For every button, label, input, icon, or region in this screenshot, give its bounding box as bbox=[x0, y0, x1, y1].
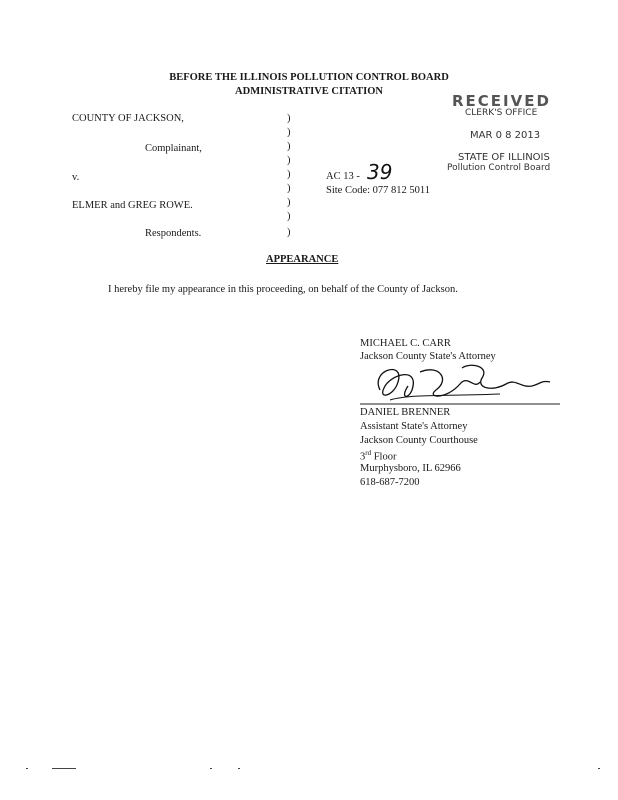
paren: ) bbox=[287, 141, 291, 152]
floor-number: 3 bbox=[360, 451, 366, 463]
board-title: BEFORE THE ILLINOIS POLLUTION CONTROL BOARD bbox=[169, 72, 449, 83]
case-number-handwritten: 39 bbox=[367, 160, 393, 184]
floor-word: Floor bbox=[371, 451, 397, 463]
paren: ) bbox=[287, 127, 291, 138]
paren: ) bbox=[287, 211, 291, 222]
paren: ) bbox=[287, 183, 291, 194]
attorney-title: Jackson County State's Attorney bbox=[360, 351, 496, 362]
assistant-title: Assistant State's Attorney bbox=[360, 421, 468, 432]
case-number-prefix: AC 13 - bbox=[326, 171, 360, 182]
address-line3: Murphysboro, IL 62966 bbox=[360, 463, 461, 474]
appearance-statement: I hereby file my appearance in this proceeding, on behalf of the County of Jackson. bbox=[108, 284, 458, 295]
site-code: Site Code: 077 812 5011 bbox=[326, 185, 431, 196]
paren: ) bbox=[287, 113, 291, 124]
assistant-name: DANIEL BRENNER bbox=[360, 407, 451, 418]
address-line1: Jackson County Courthouse bbox=[360, 435, 478, 446]
floor-suffix: rd bbox=[365, 449, 372, 457]
paren: ) bbox=[287, 227, 291, 238]
stamp-office: CLERK'S OFFICE bbox=[465, 108, 538, 118]
complainant-name: COUNTY OF JACKSON, bbox=[72, 113, 184, 124]
appearance-heading: APPEARANCE bbox=[266, 254, 339, 265]
stamp-state: STATE OF ILLINOIS bbox=[458, 152, 550, 163]
stamp-received: RECEIVED bbox=[452, 92, 551, 110]
respondent-role: Respondents. bbox=[145, 228, 202, 239]
address-line2 bbox=[360, 449, 396, 463]
paren: ) bbox=[287, 169, 291, 180]
stamp-date: MAR 0 8 2013 bbox=[470, 130, 541, 141]
paren: ) bbox=[287, 155, 291, 166]
handwritten-signature bbox=[350, 360, 570, 410]
complainant-role: Complainant, bbox=[145, 143, 202, 154]
paren: ) bbox=[287, 197, 291, 208]
respondent-name: ELMER and GREG ROWE. bbox=[72, 200, 193, 211]
stamp-board: Pollution Control Board bbox=[447, 163, 551, 173]
versus-label: v. bbox=[72, 172, 80, 183]
phone-number: 618-687-7200 bbox=[360, 477, 420, 488]
attorney-name: MICHAEL C. CARR bbox=[360, 338, 451, 349]
citation-title: ADMINISTRATIVE CITATION bbox=[235, 86, 383, 97]
